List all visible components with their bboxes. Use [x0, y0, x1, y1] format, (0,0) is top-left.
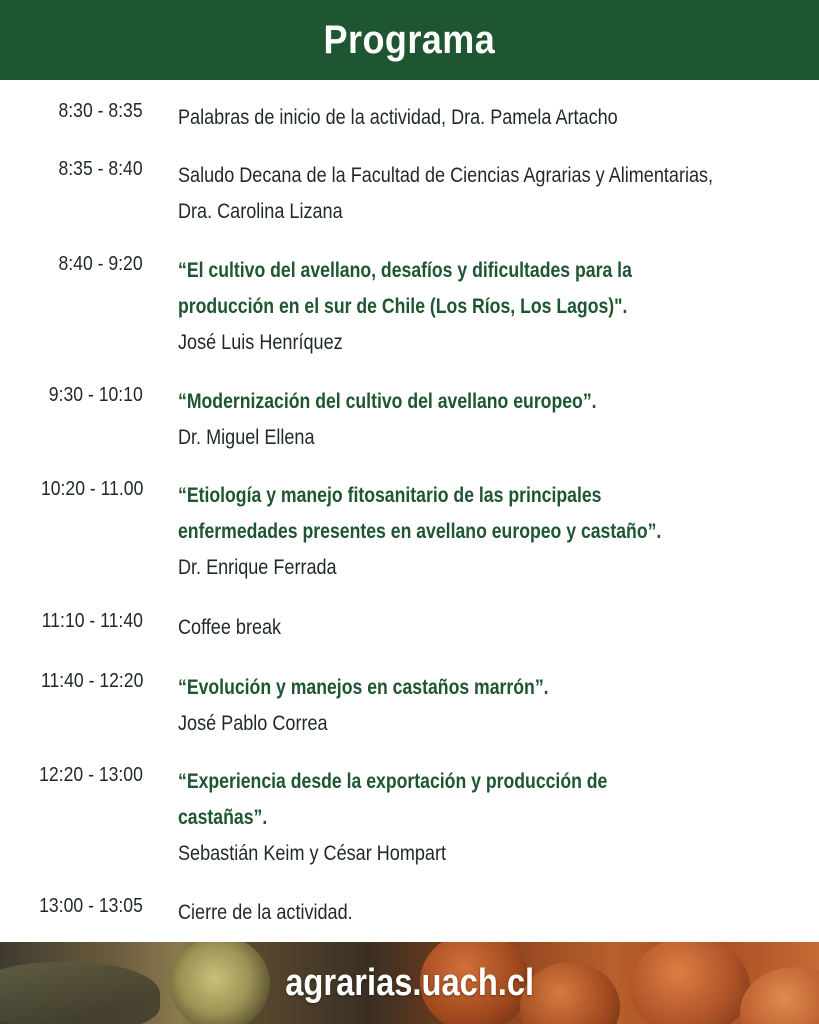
description-line: Dra. Carolina Lizana	[178, 200, 343, 223]
schedule-description	[178, 670, 814, 742]
schedule-description	[178, 100, 814, 136]
schedule-time: 10:20 - 11.00	[40, 478, 143, 500]
footer-banner	[0, 942, 819, 1024]
schedule-description	[178, 478, 814, 586]
speaker-name: José Pablo Correa	[178, 712, 328, 735]
schedule-description	[178, 253, 814, 361]
schedule-description	[178, 158, 814, 230]
speaker-name: José Luis Henríquez	[178, 331, 343, 354]
schedule-time: 8:35 - 8:40	[58, 158, 143, 180]
talk-title-line: “Modernización del cultivo del avellano europeo”.	[178, 390, 597, 413]
talk-title-line: “Evolución y manejos en castaños marrón”.	[178, 676, 549, 699]
talk-title-line: enfermedades presentes en avellano europeo y castaño”.	[178, 520, 662, 543]
website-url[interactable]: agrarias.uach.cl	[285, 961, 534, 1004]
schedule-time: 11:40 - 12:20	[40, 670, 143, 692]
description-line: Saludo Decana de la Facultad de Ciencias Agrarias y Alimentarias,	[178, 164, 714, 187]
header-banner	[0, 0, 819, 80]
schedule-description	[178, 895, 814, 931]
talk-title-line: producción en el sur de Chile (Los Ríos, Los Lagos)".	[178, 295, 628, 318]
speaker-name: Dr. Enrique Ferrada	[178, 556, 337, 579]
schedule-time: 8:30 - 8:35	[58, 100, 143, 122]
schedule-description	[178, 384, 814, 456]
description-line: Coffee break	[178, 616, 282, 639]
schedule-time: 8:40 - 9:20	[58, 253, 143, 275]
speaker-name: Sebastián Keim y César Hompart	[178, 842, 447, 865]
schedule-description	[178, 610, 814, 646]
talk-title-line: “El cultivo del avellano, desafíos y dificultades para la	[178, 259, 632, 282]
schedule-time: 12:20 - 13:00	[39, 764, 143, 786]
schedule-description	[178, 764, 814, 872]
speaker-name: Dr. Miguel Ellena	[178, 426, 315, 449]
talk-title-line: “Etiología y manejo fitosanitario de las principales	[178, 484, 602, 507]
description-line: Palabras de inicio de la actividad, Dra. Pamela Artacho	[178, 106, 618, 129]
talk-title-line: castañas”.	[178, 806, 268, 829]
schedule-time: 13:00 - 13:05	[39, 895, 143, 917]
description-line: Cierre de la actividad.	[178, 901, 353, 924]
talk-title-line: “Experiencia desde la exportación y producción de	[178, 770, 608, 793]
schedule-time: 11:10 - 11:40	[41, 610, 143, 632]
footer-website	[0, 942, 819, 1024]
schedule-time: 9:30 - 10:10	[49, 384, 143, 406]
page-title: Programa	[323, 17, 496, 62]
